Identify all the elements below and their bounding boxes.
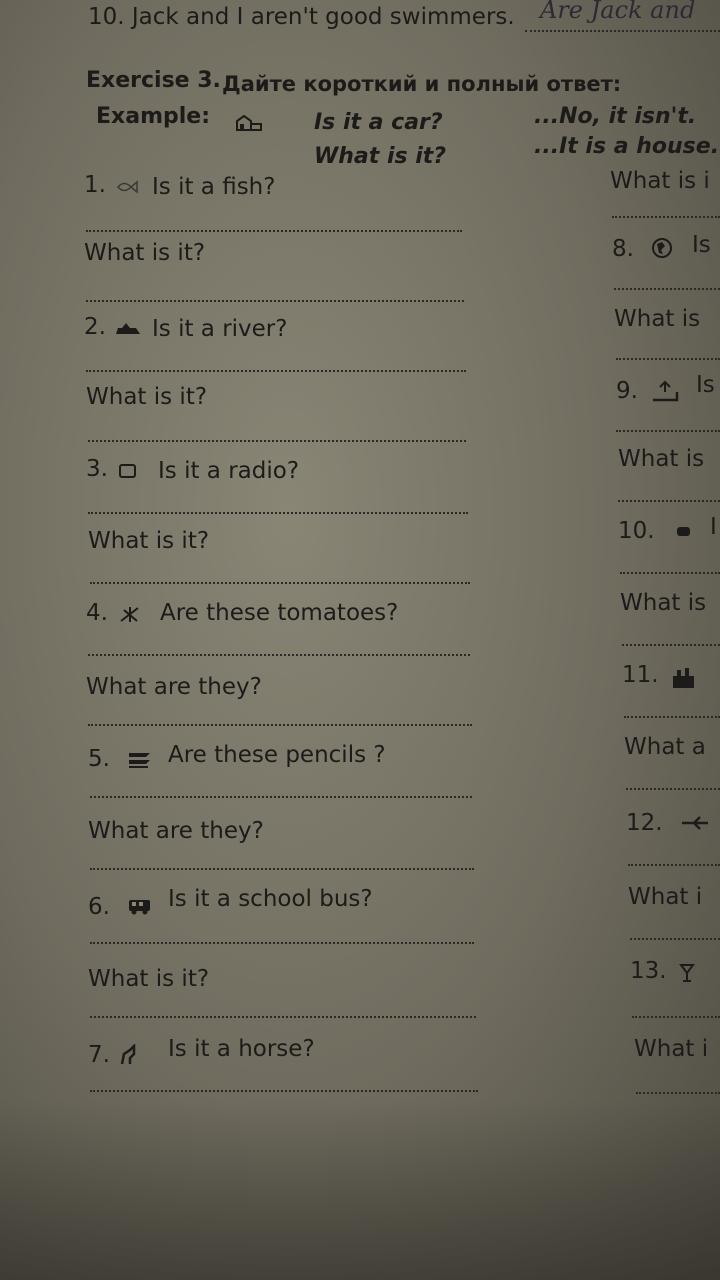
item-number: 1. bbox=[84, 172, 106, 198]
item-question: I bbox=[710, 514, 717, 540]
item-number: 8. bbox=[612, 236, 634, 262]
answer-line bbox=[90, 1016, 476, 1018]
answer-line bbox=[90, 582, 470, 584]
answer-line bbox=[626, 788, 720, 790]
answer-line bbox=[88, 724, 472, 726]
answer-line bbox=[616, 358, 720, 360]
castle-icon bbox=[670, 664, 700, 690]
answer-line bbox=[636, 1092, 720, 1094]
answer-line bbox=[86, 370, 466, 372]
example-answer-2: ...It is a house. bbox=[534, 134, 720, 159]
item-question: Is bbox=[696, 372, 715, 398]
answer-line bbox=[614, 288, 720, 290]
item-number: 11. bbox=[622, 662, 659, 688]
item-followup: What are they? bbox=[86, 674, 262, 700]
answer-line bbox=[622, 644, 720, 646]
item-followup: What is it? bbox=[88, 966, 210, 992]
exercise-title: Exercise 3. bbox=[86, 68, 221, 93]
item-question: Is it a school bus? bbox=[168, 886, 373, 912]
item-question: Is it a fish? bbox=[152, 174, 276, 200]
object-icon bbox=[674, 522, 694, 540]
radio-icon bbox=[118, 462, 138, 480]
answer-line bbox=[624, 716, 720, 718]
answer-line bbox=[90, 942, 474, 944]
answer-line bbox=[628, 864, 720, 866]
item-number: 10. bbox=[618, 518, 655, 544]
item-question: Is it a radio? bbox=[158, 458, 300, 484]
previous-exercise-line: 10. Jack and I aren't good swimmers. bbox=[88, 4, 515, 30]
answer-line bbox=[612, 216, 720, 218]
photo-shadow bbox=[0, 1100, 720, 1280]
answer-line bbox=[86, 300, 464, 302]
boat-icon bbox=[114, 318, 142, 338]
answer-line bbox=[86, 230, 462, 232]
right-followup: What i bbox=[628, 884, 703, 910]
item-question: Are these tomatoes? bbox=[160, 600, 399, 626]
item-followup: What is it? bbox=[88, 528, 210, 554]
pencils-icon bbox=[126, 748, 154, 770]
item-question: Is it a horse? bbox=[168, 1036, 315, 1062]
right-followup: What is bbox=[620, 590, 707, 616]
item-followup: What are they? bbox=[88, 818, 264, 844]
answer-line bbox=[525, 30, 720, 32]
answer-line bbox=[620, 572, 720, 574]
answer-line bbox=[88, 512, 468, 514]
example-question-2: What is it? bbox=[314, 144, 447, 169]
answer-line bbox=[88, 654, 470, 656]
item-followup: What is it? bbox=[86, 384, 208, 410]
right-followup: What is i bbox=[610, 168, 710, 194]
item-question: Are these pencils ? bbox=[168, 742, 386, 768]
example-question-1: Is it a car? bbox=[314, 110, 443, 135]
glass-icon bbox=[678, 962, 696, 984]
globe-icon bbox=[650, 236, 674, 260]
right-followup: What is bbox=[618, 446, 705, 472]
example-answer-1: ...No, it isn't. bbox=[534, 104, 697, 129]
item-followup: What is it? bbox=[84, 240, 206, 266]
ship-icon bbox=[650, 378, 680, 404]
right-followup: What i bbox=[634, 1036, 709, 1062]
answer-line bbox=[90, 796, 472, 798]
item-number: 7. bbox=[88, 1042, 110, 1068]
right-followup: What is bbox=[614, 306, 701, 332]
house-icon bbox=[234, 112, 264, 134]
item-number: 4. bbox=[86, 600, 108, 626]
answer-line bbox=[90, 1090, 478, 1092]
fish-icon bbox=[116, 178, 138, 196]
item-number: 9. bbox=[616, 378, 638, 404]
item-number: 13. bbox=[630, 958, 667, 984]
item-number: 5. bbox=[88, 746, 110, 772]
item-question: Is bbox=[692, 232, 711, 258]
item-question: Is it a river? bbox=[152, 316, 288, 342]
item-number: 3. bbox=[86, 456, 108, 482]
example-label: Example: bbox=[96, 104, 210, 129]
answer-line bbox=[88, 440, 466, 442]
tomato-icon bbox=[118, 604, 142, 624]
horse-icon bbox=[118, 1044, 138, 1066]
item-number: 12. bbox=[626, 810, 663, 836]
answer-line bbox=[632, 1016, 720, 1018]
exercise-instruction: Дайте короткий и полный ответ: bbox=[222, 72, 622, 96]
answer-line bbox=[616, 430, 720, 432]
answer-line bbox=[618, 500, 720, 502]
answer-line bbox=[90, 868, 474, 870]
answer-line bbox=[630, 938, 720, 940]
bus-icon bbox=[126, 896, 154, 916]
plane-icon bbox=[680, 814, 712, 832]
handwritten-answer: Are Jack and bbox=[540, 0, 696, 24]
right-followup: What a bbox=[624, 734, 706, 760]
item-number: 6. bbox=[88, 894, 110, 920]
item-number: 2. bbox=[84, 314, 106, 340]
